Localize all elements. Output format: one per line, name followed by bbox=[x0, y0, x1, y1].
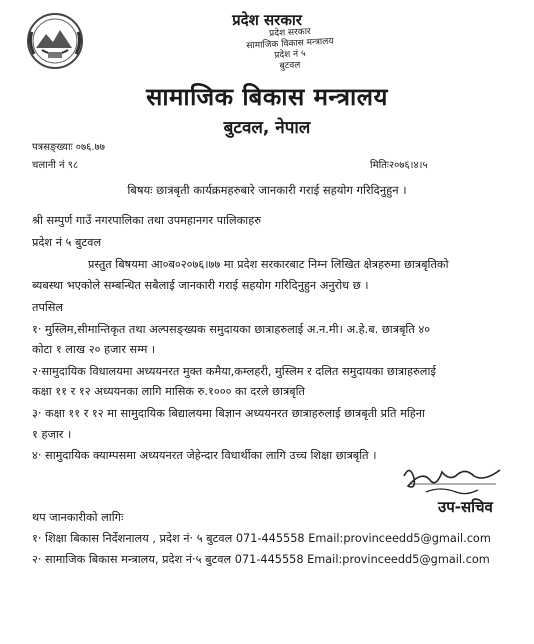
tapsil-heading: तपसिल bbox=[32, 301, 64, 314]
list-item: कोटा १ लाख २० हजार सम्म । bbox=[32, 343, 156, 356]
body-paragraph-line: ब्यबस्था भएकोले सम्बन्धित सबैलाई जानकारी गराई सहयोग गरिदिनुहुन अनुरोध छ । bbox=[32, 279, 369, 292]
dispatch-number: चलानी नं ९८ bbox=[32, 160, 79, 171]
ministry-heading: सामाजिक बिकास मन्त्रालय bbox=[146, 83, 388, 111]
letter-date: मितिः२०७६।४।५ bbox=[370, 160, 428, 171]
location-heading: बुटवल, नेपाल bbox=[223, 118, 311, 138]
stamp-line: सामाजिक विकास मन्त्रालय bbox=[246, 36, 334, 52]
contact-line: १· शिक्षा बिकास निर्देशनालय , प्रदेश नं· ५ बुटवल 071-445558 Email:provinceedd5@gmail.com bbox=[32, 532, 491, 545]
more-info-label: थप जानकारीको लागिः bbox=[32, 511, 124, 524]
stamp-line: बुटवल bbox=[279, 60, 301, 72]
list-item: २·सामुदायिक विधालयमा अध्ययनरत मुक्त कमैया,कम्लहरी, मुस्लिम र दलित समुदायका छात्राहरुलाई bbox=[32, 365, 436, 378]
list-item: ३· कक्षा ११ र १२ मा सामुदायिक बिद्यालयमा बिज्ञान अध्ययनरत छात्राहरुलाई छात्रबृती प्रति महिना bbox=[32, 407, 425, 420]
contact-line: २· सामाजिक बिकास मन्त्रालय, प्रदेश नं·५ बुटवल 071-445558 Email:provinceedd5@gmail.com bbox=[32, 553, 490, 566]
stamp-line: प्रदेश नं ५ bbox=[274, 49, 306, 61]
stamp-line: प्रदेश सरकार bbox=[268, 26, 311, 40]
list-item: १· मुस्लिम,सीमान्तिकृत तथा अल्पसङ्ख्यक समुदायका छात्राहरुलाई अ.न.मी। अ.हे.ब. छात्रबृति ४० bbox=[32, 323, 431, 336]
recipient-address: प्रदेश नं ५ बुटवल bbox=[32, 236, 102, 249]
list-item: कक्षा ११ र १२ अध्ययनका लागि मासिक रु.१००० का दरले छात्रबृति bbox=[32, 385, 305, 398]
list-item: १ हजार । bbox=[32, 428, 72, 441]
government-heading: प्रदेश सरकार bbox=[232, 11, 302, 29]
list-item: ४· सामुदायिक क्याम्पसमा अध्ययनरत जेहेन्दार विधार्थीका लागि उच्च शिक्षा छात्रबृति । bbox=[32, 449, 377, 462]
office-stamp bbox=[244, 28, 336, 70]
body-paragraph-line: प्रस्तुत बिषयमा आ०ब०२०७६।७७ मा प्रदेश सरकारबाट निम्न लिखित क्षेत्रहरुमा छात्रबृतिको bbox=[88, 258, 449, 271]
letter-number: पत्रसङ्ख्याः ०७६.७७ bbox=[32, 142, 105, 153]
recipient-line: श्री सम्पुर्ण गाउँ नगरपालिका तथा उपमहानगर पालिकाहरु bbox=[32, 214, 261, 227]
signatory-role: उप-सचिव bbox=[438, 498, 493, 516]
letter-subject: बिषयः छात्रबृती कार्यक्रमहरुबारे जानकारी गराई सहयोग गरिदिनुहुन । bbox=[127, 183, 407, 197]
